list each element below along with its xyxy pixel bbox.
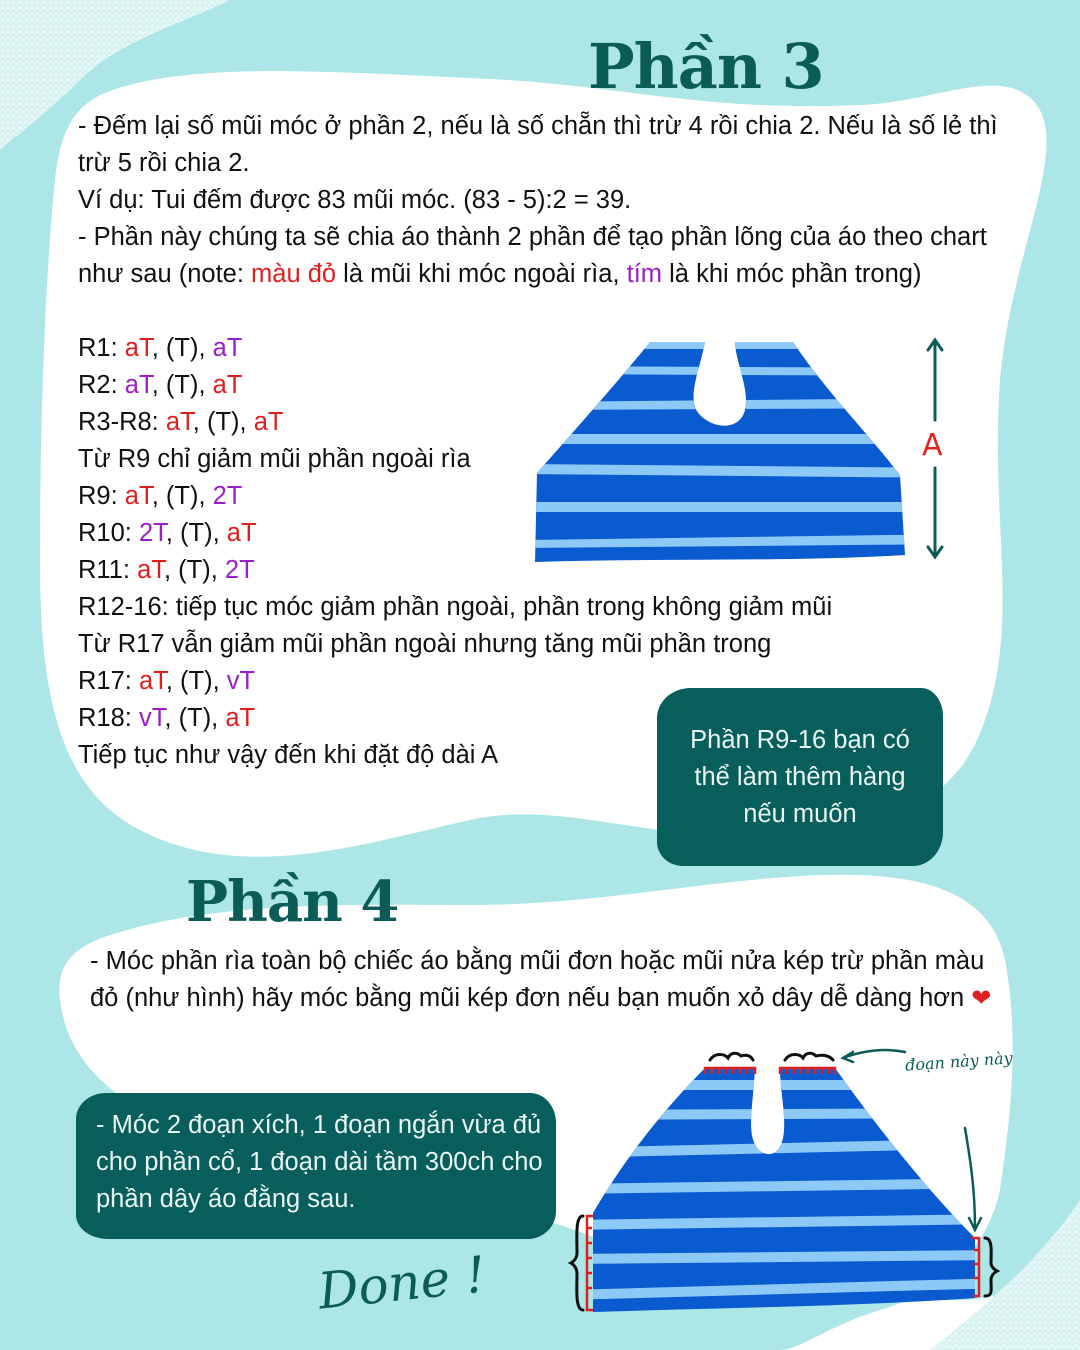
row-note-r17: Từ R17 vẫn giảm mũi phần ngoài nhưng tăng mũi phần trong [78, 630, 772, 658]
part3-title: Phần 3 [588, 30, 824, 103]
row-r10: R10: 2T, (T), aT [78, 519, 257, 547]
intro-paragraph: - Đếm lại số mũi móc ở phần 2, nếu là số chẵn thì trừ 4 rồi chia 2. Nếu là số lẻ thì trừ 5 rồi chia 2. [78, 112, 998, 177]
purple-legend: tím [626, 260, 663, 288]
row-continue: Tiếp tục như vậy đến khi đặt độ dài A [78, 741, 499, 769]
row-r3-r8: R3-R8: aT, (T), aT [78, 408, 284, 436]
part4-title: Phần 4 [186, 869, 399, 935]
striped-top-diagram [525, 330, 965, 570]
part3-intro [78, 108, 1008, 293]
chain-note-callout: - Móc 2 đoạn xích, 1 đoạn ngắn vừa đủ cho phần cổ, 1 đoạn dài tầm 300ch cho phần dây áo đằng sau. [76, 1093, 556, 1239]
chart-note-paragraph: - Phần này chúng ta sẽ chia áo thành 2 phần để tạo phần lõng của áo theo chart như sau (note: màu đỏ là mũi khi móc ngoài rìa, tím là khi móc phần trong) [78, 223, 987, 288]
row-r1: R1: aT, (T), aT [78, 334, 243, 362]
heart-icon: ❤ [971, 985, 992, 1012]
part4-instructions: - Móc phần rìa toàn bộ chiếc áo bằng mũi đơn hoặc mũi nửa kép trừ phần màu đỏ (như hình) hãy móc bằng mũi kép đơn nếu bạn muốn xỏ dây dễ dàng hơn ❤ [90, 947, 992, 1012]
striped-top-edging-diagram [565, 1038, 1005, 1328]
example-paragraph: Ví dụ: Tui đếm được 83 mũi móc. (83 - 5):2 = 39. [78, 186, 632, 214]
tip-callout: Phần R9-16 bạn có thể làm thêm hàng nếu muốn [657, 688, 943, 866]
red-legend: màu đỏ [251, 260, 337, 288]
row-r12-16: R12-16: tiếp tục móc giảm phần ngoài, phần trong không giảm mũi [78, 593, 833, 621]
handwritten-annotation: đoạn này này [904, 1048, 1014, 1075]
row-r11: R11: aT, (T), 2T [78, 556, 255, 584]
row-r2: R2: aT, (T), aT [78, 371, 243, 399]
row-r17: R17: aT, (T), vT [78, 667, 256, 695]
done-label: Done ! [315, 1245, 489, 1321]
row-r9: R9: aT, (T), 2T [78, 482, 243, 510]
row-r18: R18: vT, (T), aT [78, 704, 256, 732]
row-note-r9: Từ R9 chỉ giảm mũi phần ngoài rìa [78, 445, 471, 473]
length-a-label: A [922, 428, 943, 463]
